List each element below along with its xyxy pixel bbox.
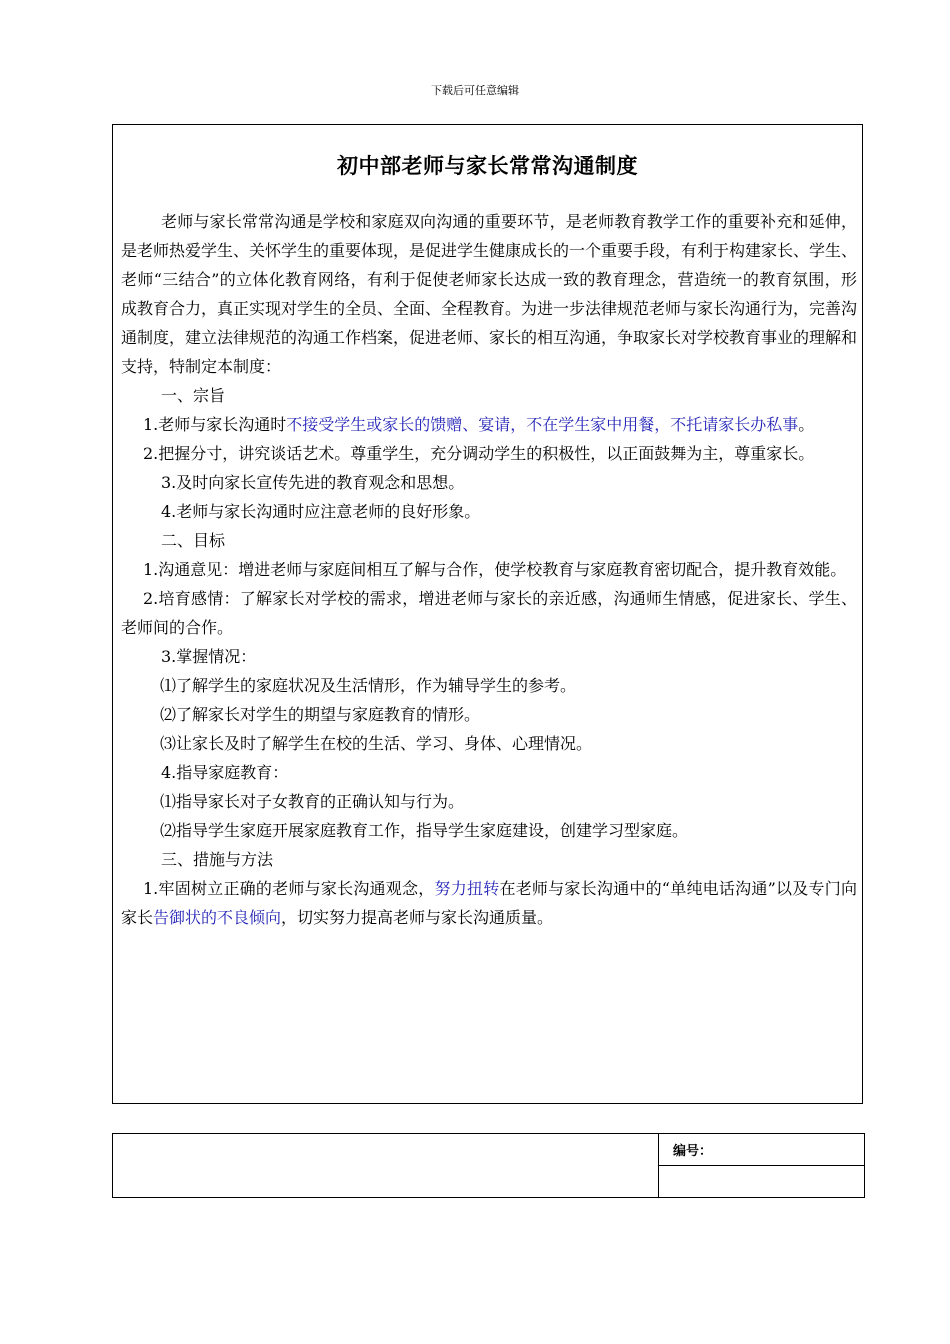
intro-paragraph: 老师与家长常常沟通是学校和家庭双向沟通的重要环节，是老师教育教学工作的重要补充和延伸，是老师热爱学生、关怀学生的重要体现，是促进学生健康成长的一个重要手段，有利于构建家长、学生、老师“三结合”的立体化教育网络，有利于促使老师家长达成一致的教育理念，营造统一的教育氛围，形成教育合力，真正实现对学生的全员、全面、全程教育。为进一步法律规范老师与家长沟通行为，完善沟通制度，建立法律规范的沟通工作档案，促进老师、家长的相互沟通，争取家长对学校教育事业的理解和支持，特制定本制度： [121, 212, 858, 376]
measure-item-1-highlight2: 告御状的不良倾向 [153, 908, 282, 927]
measure-item-1-highlight1: 努力扭转 [434, 879, 500, 898]
purpose-item-3: 3.及时向家长宣传先进的教育观念和思想。 [161, 473, 465, 492]
purpose-item-2: 2.把握分寸，讲究谈话艺术。尊重学生，充分调动学生的积极性，以正面鼓舞为主，尊重家长。 [143, 444, 815, 463]
measure-item-1 [121, 874, 857, 932]
section-heading-purpose: 一、宗旨 [161, 386, 226, 405]
download-note: 下载后可任意编辑 [431, 84, 519, 97]
document-title: 初中部老师与家长常常沟通制度 [337, 153, 638, 178]
purpose-item-1-highlight: 不接受学生或家长的馈赠、宴请，不在学生家中用餐，不托请家长办私事 [286, 415, 799, 434]
goal-item-3-sub-3: ⑶让家长及时了解学生在校的生活、学习、身体、心理情况。 [160, 734, 593, 753]
section-heading-measures: 三、措施与方法 [161, 850, 274, 869]
goal-item-1: 1.沟通意见：增进老师与家庭间相互了解与合作，使学校教育与家庭教育密切配合，提升教育效能。 [143, 560, 847, 579]
goal-item-3-sub-2: ⑵了解家长对学生的期望与家庭教育的情形。 [160, 705, 481, 724]
purpose-item-1 [121, 410, 857, 439]
goal-item-4: 4.指导家庭教育： [161, 763, 289, 782]
goal-item-3-sub-1: ⑴了解学生的家庭状况及生活情形，作为辅导学生的参考。 [160, 676, 577, 695]
purpose-item-1-prefix: 1.老师与家长沟通时 [143, 415, 287, 434]
number-label: 编号： [673, 1144, 713, 1159]
number-value-cell[interactable] [659, 1166, 865, 1198]
number-label-cell [659, 1134, 865, 1166]
document-body [121, 207, 857, 932]
footer-blank-cell [113, 1134, 659, 1198]
section-heading-goals: 二、目标 [161, 531, 226, 550]
measure-item-1-part1: 1.牢固树立正确的老师与家长沟通观念， [143, 879, 435, 898]
goal-item-4-sub-1: ⑴指导家长对子女教育的正确认知与行为。 [160, 792, 465, 811]
goal-item-2: 2.培育感情：了解家长对学校的需求，增进老师与家长的亲近感，沟通师生情感，促进家长、学生、老师间的合作。 [121, 589, 857, 637]
measure-item-1-part2: 在老师与家长沟通中的“单纯电话沟通”以及专门向家长 [121, 879, 857, 927]
measure-item-1-part3: ，切实努力提高老师与家长沟通质量。 [281, 908, 554, 927]
purpose-item-1-suffix: 。 [798, 415, 815, 434]
goal-item-3: 3.掌握情况： [161, 647, 257, 666]
footer-table [112, 1133, 865, 1198]
purpose-item-4: 4.老师与家长沟通时应注意老师的良好形象。 [161, 502, 481, 521]
goal-item-4-sub-2: ⑵指导学生家庭开展家庭教育工作，指导学生家庭建设，创建学习型家庭。 [160, 821, 689, 840]
